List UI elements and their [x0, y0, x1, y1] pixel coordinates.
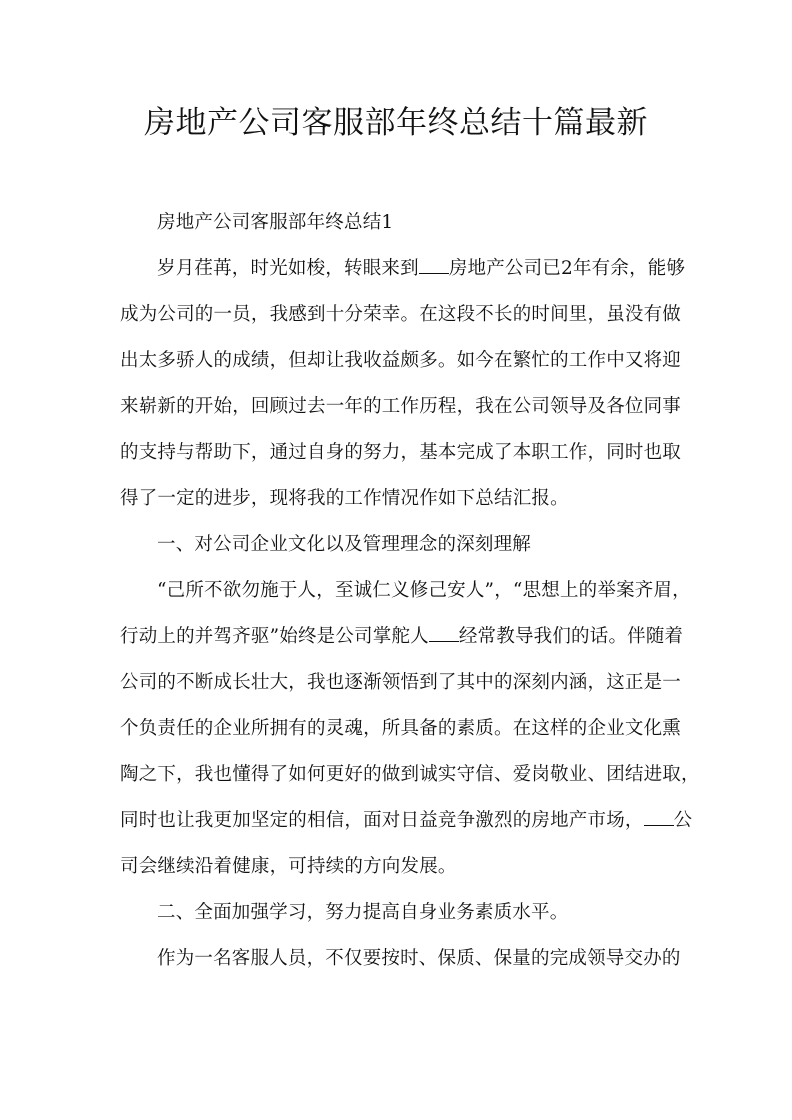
paragraph-2-line-3: 公司的不断成长壮大，我也逐渐领悟到了其中的深刻内涵，这正是一: [120, 672, 682, 693]
blank-underline: [419, 257, 449, 274]
paragraph-1-line-6: 得了一定的进步，现将我的工作情况作如下总结汇报。: [120, 488, 569, 509]
paragraph-1-line-2: 成为公司的一员，我感到十分荣幸。在这段不长的时间里，虽没有做: [120, 304, 682, 325]
paragraph-2-line-5: 陶之下，我也懂得了如何更好的做到诚实守信、爱岗敬业、团结进取，: [120, 764, 700, 785]
paragraph-3-line-1: 作为一名客服人员，不仅要按时、保质、保量的完成领导交办的: [157, 948, 681, 969]
paragraph-2-line-6-part-a: 同时也让我更加坚定的相信，面对日益竞争激烈的房地产市场，: [120, 810, 644, 831]
paragraph-1-line-5: 的支持与帮助下，通过自身的努力，基本完成了本职工作，同时也取: [120, 442, 682, 463]
paragraph-1-line-1-part-a: 岁月荏苒，时光如梭，转眼来到: [157, 258, 419, 279]
heading-1: 一、对公司企业文化以及管理理念的深刻理解: [157, 534, 532, 555]
paragraph-2-line-4: 个负责任的企业所拥有的灵魂，所具备的素质。在这样的企业文化熏: [120, 718, 682, 739]
paragraph-2-line-2-part-b: 经常教导我们的话。伴随着: [458, 626, 684, 647]
document-body: [120, 200, 700, 982]
paragraph-2-line-6: [120, 798, 693, 844]
paragraph-1-line-1-part-b: 房地产公司已2年有余，能够: [448, 258, 686, 279]
paragraph-1-line-3: 出太多骄人的成绩，但却让我收益颇多。如今在繁忙的工作中又将迎: [120, 350, 682, 371]
section-heading: 房地产公司客服部年终总结1: [157, 212, 394, 233]
paragraph-1-line-4: 来崭新的开始，回顾过去一年的工作历程，我在公司领导及各位同事: [120, 396, 682, 417]
paragraph-2-line-1: “己所不欲勿施于人，至诚仁义修己安人”，“思想上的举案齐眉，: [157, 580, 691, 601]
blank-underline: [429, 625, 459, 642]
paragraph-2-line-7: 司会继续沿着健康，可持续的方向发展。: [120, 856, 457, 877]
paragraph-2-line-2: [120, 614, 684, 660]
heading-2: 二、全面加强学习，努力提高自身业务素质水平。: [157, 902, 569, 923]
paragraph-2-line-6-part-b: 公: [673, 810, 693, 831]
paragraph-2-line-2-part-a: 行动上的并驾齐驱”始终是公司掌舵人: [120, 626, 429, 647]
paragraph-1-line-1: [120, 246, 686, 292]
blank-underline: [644, 809, 674, 826]
document-title: 房地产公司客服部年终总结十篇最新: [144, 105, 648, 141]
